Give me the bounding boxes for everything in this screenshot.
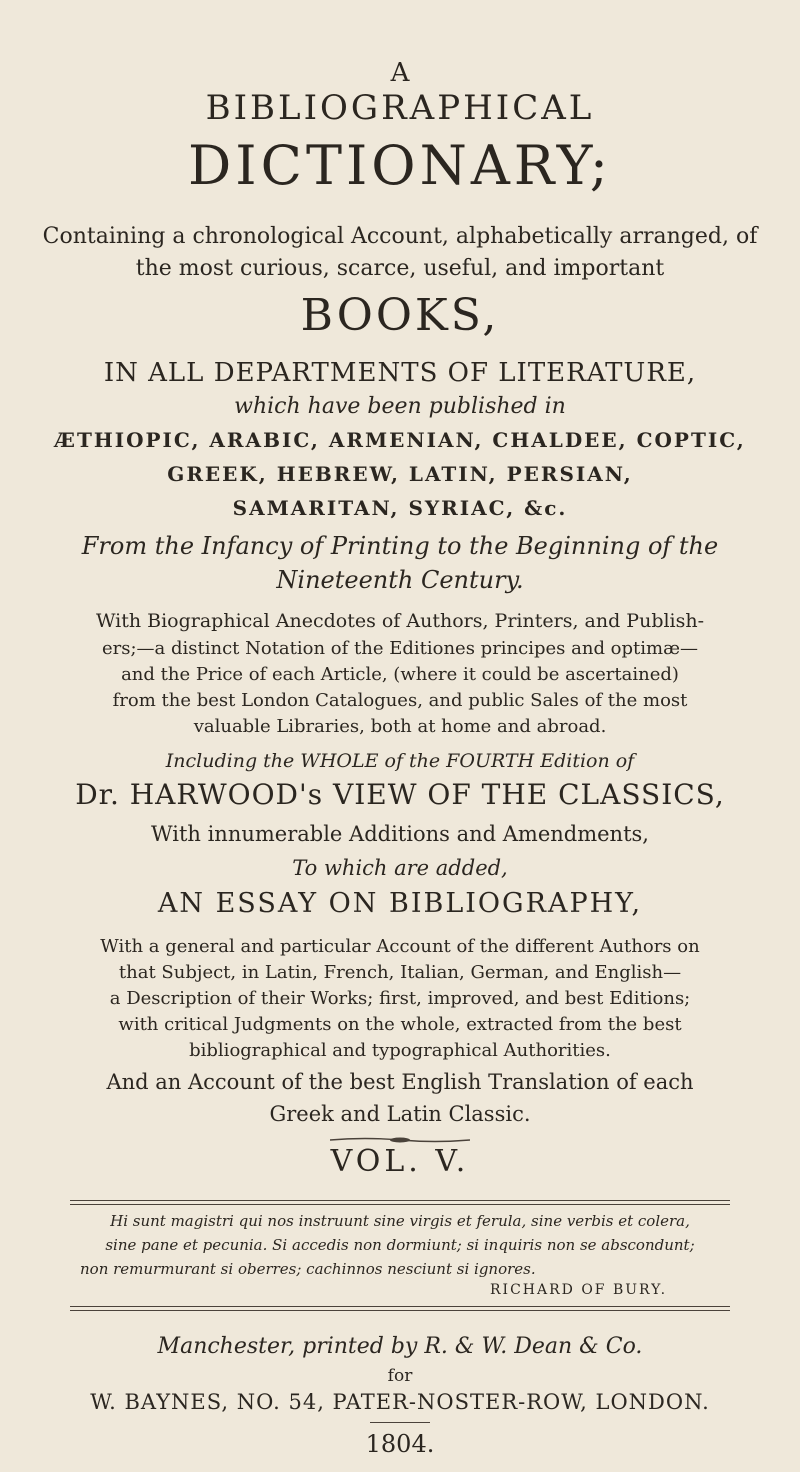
subtitle-languages-1: ÆTHIOPIC, ARABIC, ARMENIAN, CHALDEE, COPTIC, xyxy=(54,428,746,452)
essay-line-5: with critical Judgments on the whole, extracted from the best xyxy=(118,1014,682,1035)
epigraph-line-2: sine pane et pecunia. Si accedis non dormiunt; si inquiris non se abscondunt; xyxy=(105,1236,695,1254)
subtitle-departments: IN ALL DEPARTMENTS OF LITERATURE, xyxy=(103,358,697,388)
divider-rule-top xyxy=(70,1200,730,1205)
subtitle-languages-3: SAMARITAN, SYRIAC, &c. xyxy=(232,496,568,520)
epigraph-line-1: Hi sunt magistri qui nos instruunt sine virgis et ferula, sine verbis et colera, xyxy=(110,1212,690,1230)
subtitle-books: BOOKS, xyxy=(300,290,500,341)
essay-line-4: a Description of their Works; first, improved, and best Editions; xyxy=(109,988,691,1009)
ornament-rule xyxy=(330,1136,470,1144)
imprint-publisher: W. BAYNES, NO. 54, PATER-NOSTER-ROW, LONDON. xyxy=(90,1390,710,1414)
harwood-including: Including the WHOLE of the FOURTH Edition of xyxy=(165,750,635,772)
anecdotes-line-2: ers;—a distinct Notation of the Editiones principes and optimæ— xyxy=(101,638,699,659)
imprint-for: for xyxy=(387,1366,413,1386)
subtitle-curious: the most curious, scarce, useful, and important xyxy=(135,256,665,281)
divider-rule-bottom xyxy=(70,1306,730,1311)
harwood-view-of-classics: Dr. HARWOOD's VIEW OF THE CLASSICS, xyxy=(75,778,725,811)
subtitle-published-in: which have been published in xyxy=(234,394,566,419)
title-line-dictionary: DICTIONARY; xyxy=(188,134,612,197)
harwood-to-which: To which are added, xyxy=(292,856,508,880)
essay-line-8: Greek and Latin Classic. xyxy=(269,1102,531,1126)
essay-line-2: With a general and particular Account of the different Authors on xyxy=(100,936,700,957)
anecdotes-line-3: and the Price of each Article, (where it could be ascertained) xyxy=(121,664,679,685)
epigraph-line-3: non remurmurant si oberres; cachinnos nesciunt si ignores. xyxy=(80,1260,536,1278)
essay-line-3: that Subject, in Latin, French, Italian, German, and English— xyxy=(118,962,682,983)
volume-number: VOL. V. xyxy=(330,1144,470,1179)
subtitle-languages-2: GREEK, HEBREW, LATIN, PERSIAN, xyxy=(167,462,633,486)
essay-line-7: And an Account of the best English Translation of each xyxy=(106,1070,694,1094)
title-article: A xyxy=(390,58,410,88)
essay-line-6: bibliographical and typographical Authorities. xyxy=(189,1040,611,1061)
anecdotes-line-1: With Biographical Anecdotes of Authors, Printers, and Publish- xyxy=(95,610,705,632)
imprint-year: 1804. xyxy=(365,1430,435,1458)
anecdotes-line-4: from the best London Catalogues, and public Sales of the most xyxy=(112,690,688,711)
subtitle-containing: Containing a chronological Account, alphabetically arranged, of xyxy=(42,224,758,249)
harwood-additions: With innumerable Additions and Amendments, xyxy=(151,822,649,846)
period-line-2: Nineteenth Century. xyxy=(276,566,524,594)
title-line-bibliographical: BIBLIOGRAPHICAL xyxy=(205,88,595,128)
essay-heading: AN ESSAY ON BIBLIOGRAPHY, xyxy=(157,888,643,919)
imprint-short-rule xyxy=(370,1422,430,1423)
epigraph-attribution: RICHARD OF BURY. xyxy=(490,1282,668,1298)
imprint-printer: Manchester, printed by R. & W. Dean & Co. xyxy=(157,1334,643,1359)
anecdotes-line-5: valuable Libraries, both at home and abroad. xyxy=(193,716,607,737)
period-line-1: From the Infancy of Printing to the Beginning of the xyxy=(81,532,719,560)
